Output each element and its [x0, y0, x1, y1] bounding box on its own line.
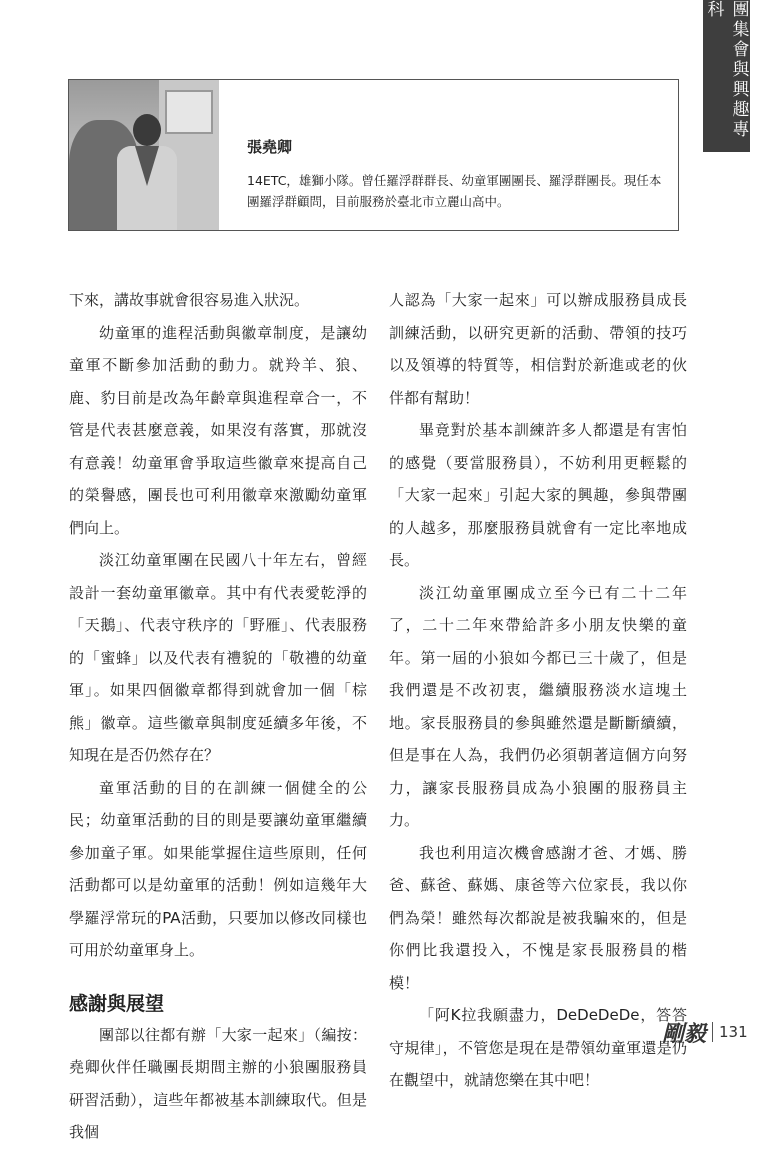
section-tab: [703, 0, 750, 152]
paragraph: 「阿K拉我願盡力，DeDeDeDe，答答守規律」，不管您是現在是帶領幼童軍還是仍在觀望中，就請您樂在其中吧！: [389, 1006, 687, 1089]
magazine-logo: 剛毅: [662, 1020, 707, 1047]
author-name: 張堯卿: [247, 138, 293, 156]
page-number: 131: [719, 1023, 748, 1041]
page-footer: [662, 1016, 748, 1048]
author-photo: [69, 80, 219, 230]
paragraph: 淡江幼童軍團在民國八十年左右，曾經設計一套幼童軍徽章。其中有代表愛乾淨的「天鵝」、代表守秩序的「野雁」、代表服務的「蜜蜂」以及代表有禮貌的「敬禮的幼童軍」。如果四個徽章都得到就會加一個「棕熊」徽章。這些徽章與制度延續多年後，不知現在是否仍然存在？: [69, 551, 367, 764]
author-bio-box: [68, 79, 679, 231]
paragraph: 團部以往都有辦「大家一起來」（編按：堯卿伙伴任職團長期間主辦的小狼團服務員研習活動），這些年都被基本訓練取代。但是我個: [69, 1025, 367, 1141]
section-tab-label: 團集會與興趣專科: [703, 0, 749, 140]
left-column: [69, 284, 367, 1149]
paragraph: 淡江幼童軍團成立至今已有二十二年了，二十二年來帶給許多小朋友快樂的童年。第一屆的小狼如今都已三十歲了，但是我們還是不改初衷，繼續服務淡水這塊土地。家長服務員的參與雖然還是斷斷續續，但是事在人為，我們仍必須朝著這個方向努力，讓家長服務員成為小狼團的服務員主力。: [389, 583, 687, 829]
paragraph: 畢竟對於基本訓練許多人都還是有害怕的感覺（要當服務員），不妨利用更輕鬆的「大家一起來」引起大家的興趣，參與帶團的人越多，那麼服務員就會有一定比率地成長。: [389, 421, 687, 569]
paragraph: 我也利用這次機會感謝才爸、才媽、勝爸、蘇爸、蘇媽、康爸等六位家長，我以你們為榮！雖然每次都說是被我騙來的，但是你們比我還投入，不愧是家長服務員的楷模！: [389, 843, 687, 992]
paragraph: 人認為「大家一起來」可以辦成服務員成長訓練活動，以研究更新的活動、帶領的技巧以及領導的特質等，相信對於新進或老的伙伴都有幫助！: [389, 291, 687, 407]
paragraph: 幼童軍的進程活動與徽章制度，是讓幼童軍不斷參加活動的動力。就羚羊、狼、鹿、豹目前是改為年齡章與進程章合一，不管是代表甚麼意義，如果沒有落實，那就沒有意義！幼童軍會爭取這些徽章來提高自己的榮譽感，團長也可利用徽章來激勵幼童軍們向上。: [69, 323, 367, 537]
author-bio-text: 14ETC，雄獅小隊。曾任羅浮群群長、幼童軍團團長、羅浮群團長。現任本團羅浮群顧問，目前服務於臺北市立麗山高中。: [247, 173, 662, 209]
right-column: [389, 284, 687, 1097]
paragraph: 童軍活動的目的在訓練一個健全的公民；幼童軍活動的目的則是要讓幼童軍繼續參加童子軍。如果能掌握住這些原則，任何活動都可以是幼童軍的活動！例如這幾年大學羅浮常玩的PA活動，只要加以修改同樣也可用於幼童軍身上。: [69, 778, 367, 959]
footer-divider: [712, 1022, 713, 1042]
paragraph: 下來，講故事就會很容易進入狀況。: [69, 291, 310, 309]
section-heading: 感謝與展望: [69, 992, 165, 1015]
